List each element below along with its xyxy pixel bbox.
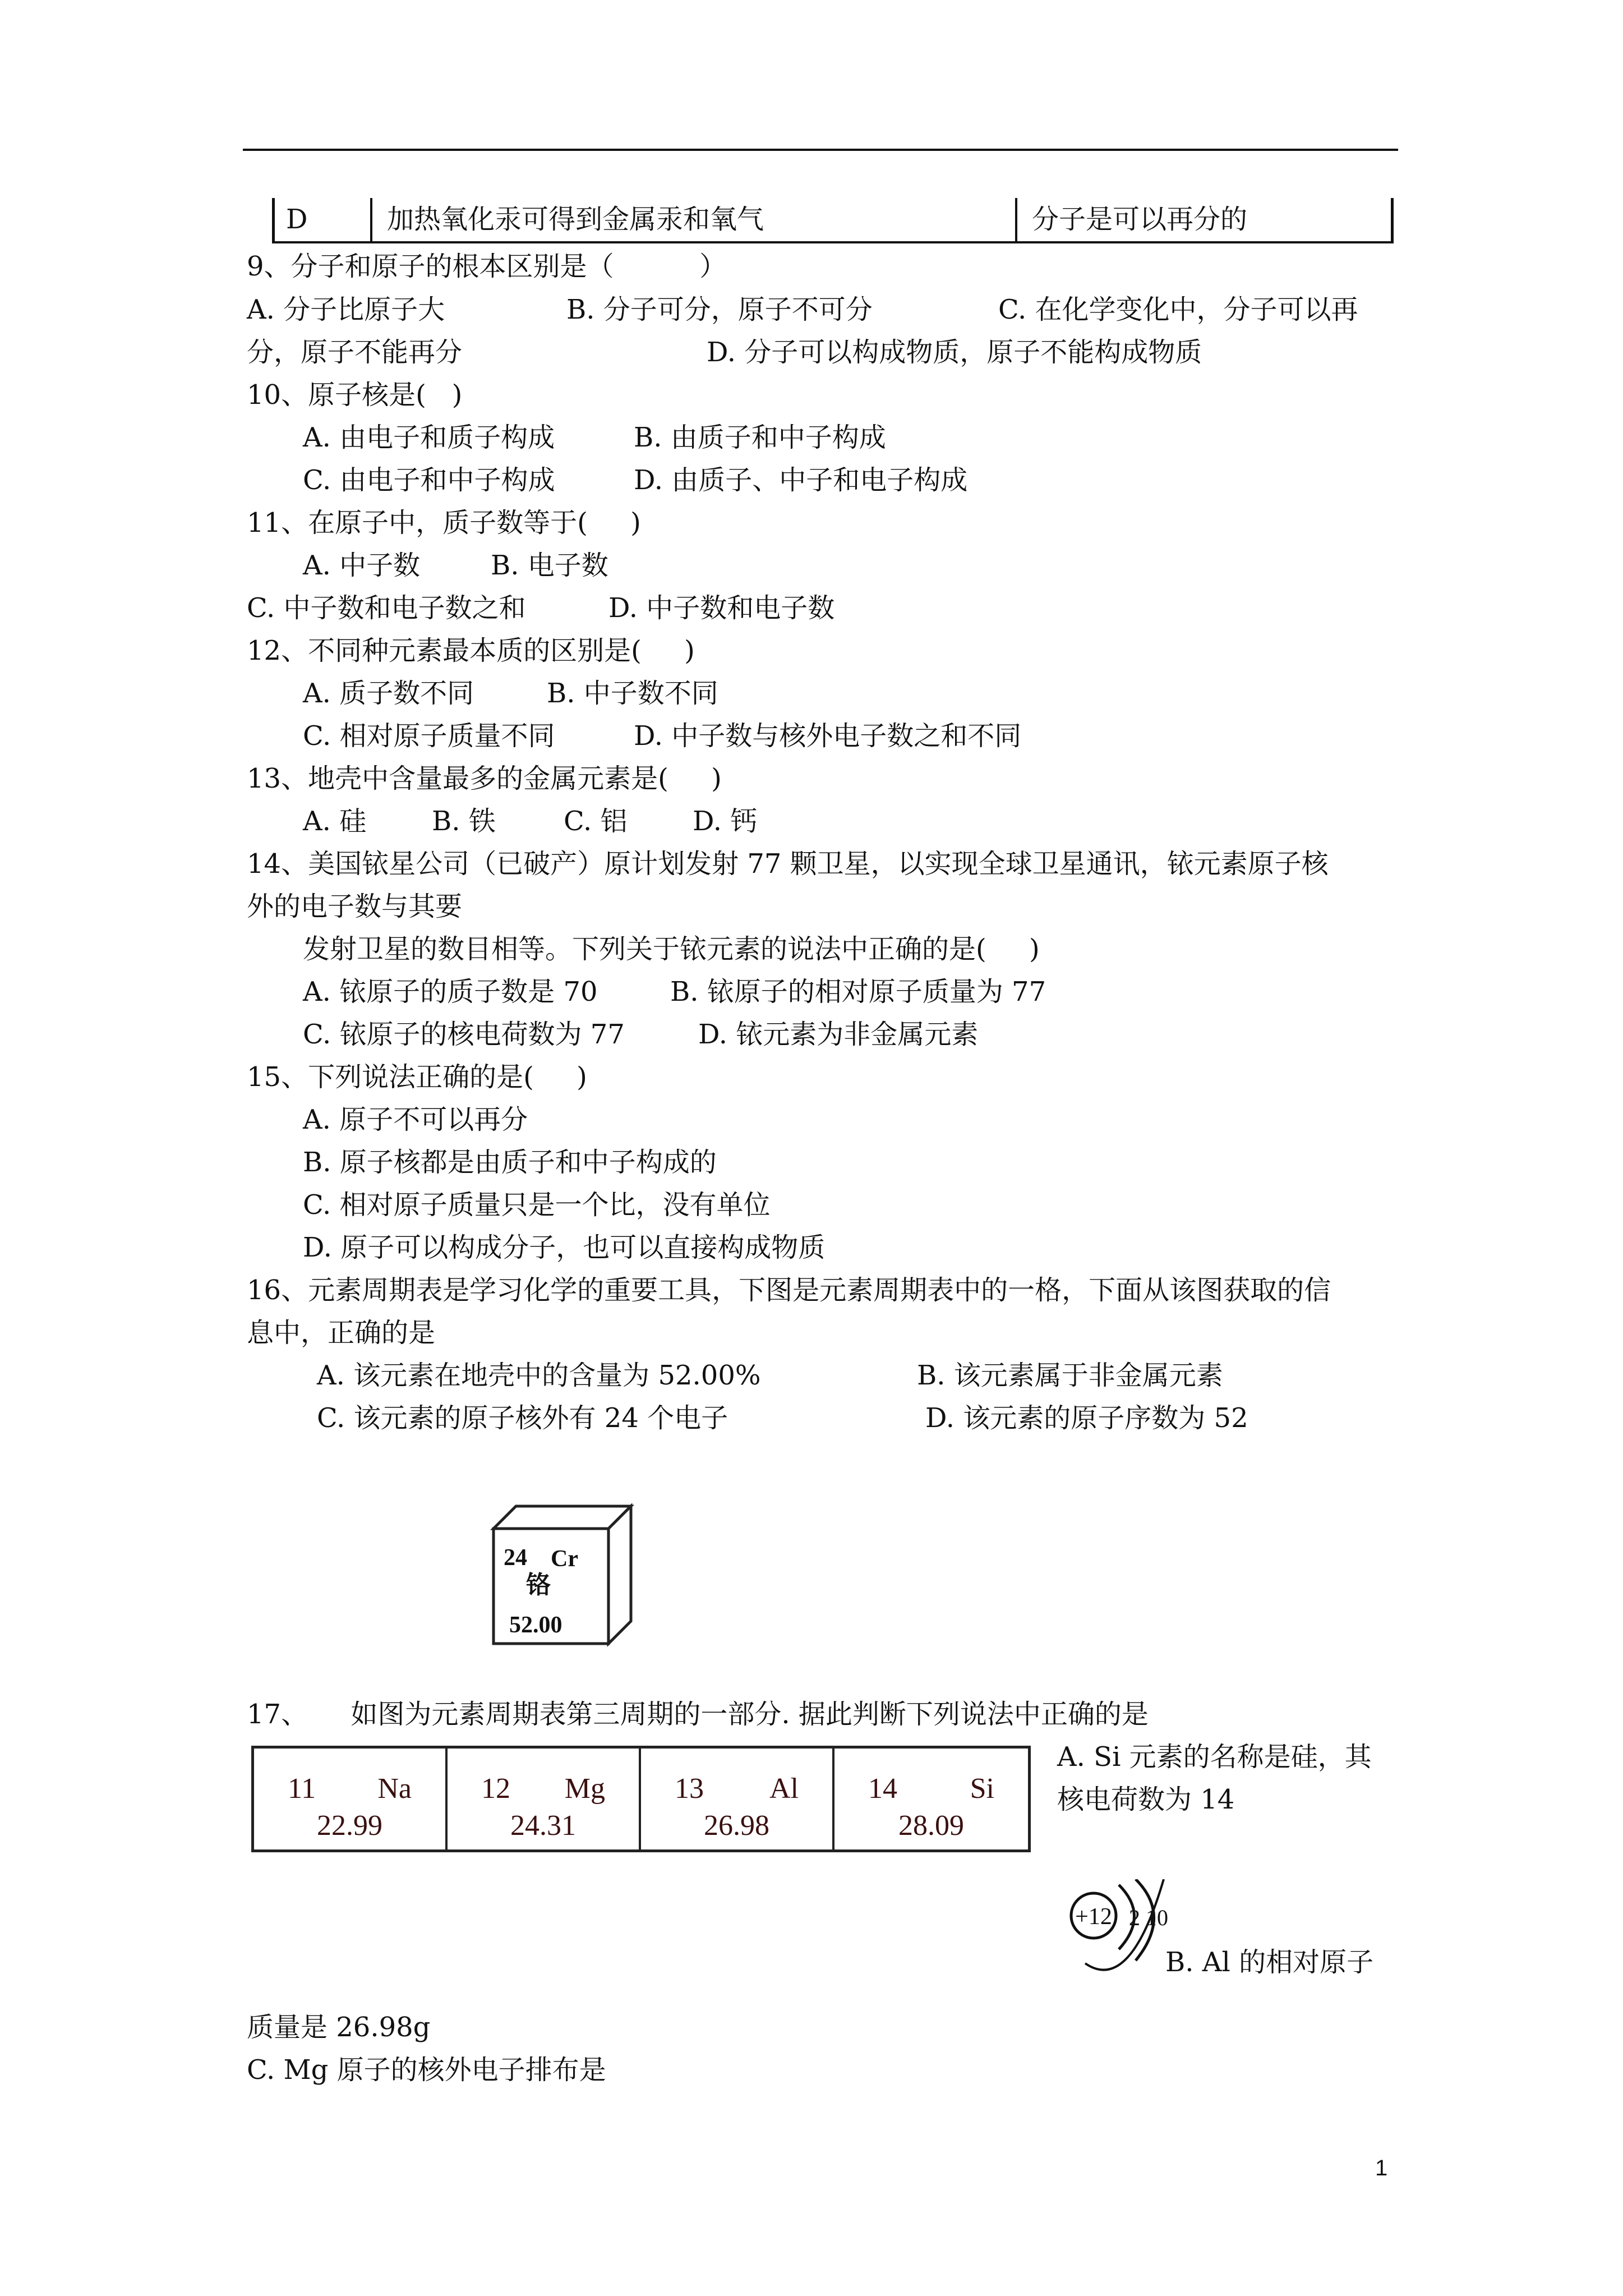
element-number: 14: [868, 1773, 897, 1805]
element-symbol: Mg: [564, 1773, 605, 1805]
text-line: A. 中子数: [303, 550, 421, 581]
text-line: 息中，正确的是: [247, 1317, 436, 1349]
text-line: A. 硅: [303, 806, 367, 837]
text-line: B. 由质子和中子构成: [634, 422, 886, 453]
text-line: B. 铱原子的相对原子质量为 77: [670, 976, 1046, 1007]
element-mass: 22.99: [317, 1810, 382, 1842]
text-line: A. 该元素在地壳中的含量为 52.00%: [317, 1360, 761, 1391]
cube-element-name: 铬: [526, 1571, 551, 1599]
text-line: C. 该元素的原子核外有 24 个电子: [317, 1402, 728, 1434]
text-line: D. 中子数和电子数: [608, 592, 835, 624]
text-line: D. 该元素的原子序数为 52: [925, 1402, 1248, 1434]
shell-electron-counts: 2 10: [1129, 1905, 1168, 1930]
text-line: D. 分子可以构成物质，原子不能构成物质: [707, 337, 1202, 368]
element-cell-al: [641, 1749, 834, 1849]
text-line: 14、美国铱星公司（已破产）原计划发射 77 颗卫星，以实现全球卫星通讯，铱元素原子核: [247, 848, 1329, 880]
row-letter: D: [286, 204, 308, 235]
text-line: C. 相对原子质量只是一个比，没有单位: [303, 1189, 771, 1221]
cube-atomic-mass: 52.00: [509, 1612, 562, 1638]
text-line: C. 中子数和电子数之和: [247, 592, 526, 624]
element-cube-figure: [488, 1503, 639, 1649]
text-line: C. 相对原子质量不同: [303, 720, 555, 752]
element-symbol: Al: [769, 1773, 799, 1805]
text-line: B. 铁: [432, 806, 496, 837]
element-number: 13: [675, 1773, 704, 1805]
text-line: A. Si 元素的名称是硅，其: [1057, 1741, 1372, 1773]
element-symbol: Na: [377, 1773, 412, 1805]
text-line: D. 中子数与核外电子数之和不同: [634, 720, 1022, 752]
text-line: C. 在化学变化中，分子可以再: [998, 294, 1358, 325]
text-line: A. 铱原子的质子数是 70: [303, 976, 598, 1007]
text-line: B. 分子可分，原子不可分: [566, 294, 873, 325]
element-cell-na: [254, 1749, 448, 1849]
text-line: D. 钙: [693, 806, 758, 837]
text-line: A. 原子不可以再分: [303, 1104, 528, 1135]
text-line: 9、分子和原子的根本区别是（ ）: [247, 251, 727, 282]
text-line: 11、在原子中，质子数等于( ): [247, 507, 641, 539]
header-rule: [243, 149, 1398, 151]
element-mass: 24.31: [510, 1810, 576, 1842]
text-line: 12、不同种元素最本质的区别是( ): [247, 635, 695, 666]
cube-side-face: [608, 1506, 631, 1644]
text-line: D. 由质子、中子和电子构成: [634, 464, 968, 496]
cube-atomic-number: 24: [504, 1545, 527, 1571]
text-line: 15、下列说法正确的是( ): [247, 1061, 587, 1093]
element-cell-mg: [448, 1749, 641, 1849]
atom-structure-diagram: [1052, 1879, 1231, 1991]
text-line: A. 质子数不同: [303, 678, 474, 709]
text-line: B. 中子数不同: [547, 678, 718, 709]
row-conclusion: 分子是可以再分的: [1032, 204, 1248, 235]
text-line: 17、 如图为元素周期表第三周期的一部分. 据此判断下列说法中正确的是: [247, 1699, 1149, 1730]
text-line: C. 铱原子的核电荷数为 77: [303, 1019, 625, 1050]
text-line: D. 铱元素为非金属元素: [698, 1019, 979, 1050]
element-symbol: Si: [970, 1773, 994, 1805]
text-line: 分，原子不能再分: [247, 337, 463, 368]
text-line: 外的电子数与其要: [247, 891, 463, 922]
cube-symbol: Cr: [551, 1546, 578, 1572]
element-cell-si: [834, 1749, 1028, 1849]
column-divider: [1015, 198, 1017, 241]
table-row-d: [272, 198, 1394, 243]
text-line: 10、原子核是( ): [247, 379, 463, 411]
text-line: 16、元素周期表是学习化学的重要工具，下图是元素周期表中的一格，下面从该图获取的信: [247, 1274, 1331, 1306]
row-experiment: 加热氧化汞可得到金属汞和氧气: [387, 204, 764, 235]
text-line: 发射卫星的数目相等。下列关于铱元素的说法中正确的是( ): [303, 933, 1040, 965]
text-line: B. 原子核都是由质子和中子构成的: [303, 1147, 717, 1178]
text-line: 核电荷数为 14: [1057, 1784, 1235, 1815]
text-line: 质量是 26.98g: [247, 2012, 431, 2043]
text-line: C. Mg 原子的核外电子排布是: [247, 2054, 606, 2086]
text-line: C. 铝: [564, 806, 628, 837]
text-line: 13、地壳中含量最多的金属元素是( ): [247, 763, 722, 794]
text-line: C. 由电子和中子构成: [303, 464, 555, 496]
text-line: B. Al 的相对原子: [1165, 1947, 1374, 1978]
text-line: B. 电子数: [491, 550, 608, 581]
text-line: B. 该元素属于非金属元素: [917, 1360, 1223, 1391]
element-mass: 28.09: [898, 1810, 964, 1842]
element-number: 11: [288, 1773, 316, 1805]
period-three-table: [251, 1746, 1031, 1852]
element-mass: 26.98: [704, 1810, 769, 1842]
text-line: A. 由电子和质子构成: [303, 422, 555, 453]
page-number: 1: [1375, 2156, 1388, 2180]
nucleus-charge: +12: [1075, 1904, 1112, 1930]
text-line: D. 原子可以构成分子，也可以直接构成物质: [303, 1232, 826, 1263]
column-divider: [370, 198, 372, 241]
text-line: A. 分子比原子大: [247, 294, 445, 325]
element-number: 12: [481, 1773, 510, 1805]
